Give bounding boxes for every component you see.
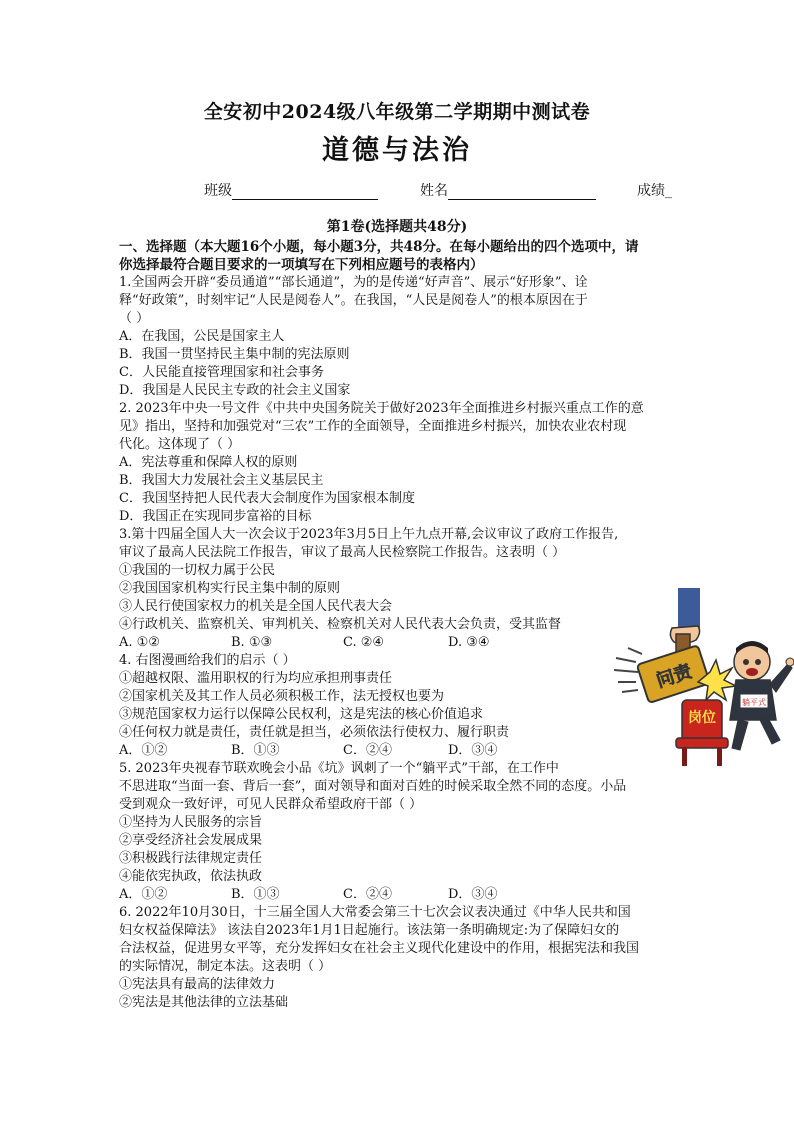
subject-title: 道德与法治 <box>322 135 472 166</box>
q2-option-b[interactable]: B．我国大力发展社会主义基层民主 <box>119 473 324 488</box>
q5-stem: 5. 2023年央视春节联欢晚会小品《坑》讽刺了一个“躺平式”干部，在工作中 <box>119 761 559 776</box>
q3-stem: 审议了最高人民法院工作报告，审议了最高人民检察院工作报告。这表明（ ） <box>119 545 566 560</box>
exam-body <box>119 238 679 1012</box>
score-label: 成绩_ <box>637 183 672 199</box>
q2-stem: 代化。这体现了（ ） <box>119 437 241 452</box>
q6-stem: 的实际情况，制定本法。这表明（ ） <box>119 959 332 974</box>
name-field <box>420 180 596 200</box>
instruction-line: 你选择最符合题目要求的一项填写在下列相应题号的表格内） <box>119 257 484 273</box>
q3-option-c[interactable]: C. ②④ <box>343 635 385 650</box>
class-field <box>204 180 378 200</box>
q5-statement: ②享受经济社会发展成果 <box>119 833 263 848</box>
name-label: 姓名 <box>420 183 448 199</box>
q3-statement: ④行政机关、监察机关、审判机关、检察机关对人民代表大会负责，受其监督 <box>119 617 562 632</box>
q3-statement: ②我国国家机构实行民主集中制的原则 <box>119 581 341 596</box>
q3-option-b[interactable]: B. ①③ <box>231 635 273 650</box>
q1-option-b[interactable]: B．我国一贯坚持民主集中制的宪法原则 <box>119 347 350 362</box>
q4-option-a[interactable]: A．①② <box>119 743 168 758</box>
official-arm <box>770 664 792 692</box>
q6-stem: 妇女权益保障法》 该法自2023年1月1日起施行。该法第一条明确规定:为了保障妇女的 <box>119 923 620 938</box>
q5-option-a[interactable]: A．①② <box>119 887 168 902</box>
instruction-line: 一、选择题（本大题16个小题，每小题3分，共48分。在每小题给出的四个选项中，请 <box>119 239 639 255</box>
q6-statement: ①宪法具有最高的法律效力 <box>119 977 276 992</box>
q2-stem: 见》指出，坚持和加强党对“三农”工作的全面领导，全面推进乡村振兴，加快农业农村现 <box>119 419 627 434</box>
q4-statement: ①超越权限、滥用职权的行为均应承担刑事责任 <box>119 671 393 686</box>
q1-option-d[interactable]: D．我国是人民民主专政的社会主义国家 <box>119 383 351 398</box>
q5-stem: 不思进取“当面一套、背后一套”，面对领导和面对百姓的时候采取全然不同的态度。小品 <box>119 779 627 794</box>
class-blank[interactable] <box>232 185 378 200</box>
q1-option-c[interactable]: C．人民能直接管理国家和社会事务 <box>119 365 324 380</box>
q4-option-d[interactable]: D．③④ <box>448 743 498 758</box>
chair-label: 岗位 <box>688 710 716 726</box>
q6-stem: 合法权益，促进男女平等，充分发挥妇女在社会主义现代化建设中的作用，根据宪法和我国 <box>119 941 640 956</box>
q4-options <box>119 742 679 760</box>
q4-option-c[interactable]: C．②④ <box>343 743 392 758</box>
q3-option-d[interactable]: D. ③④ <box>448 635 490 650</box>
q5-stem: 受到观众一致好评，可见人民群众希望政府干部（ ） <box>119 797 423 812</box>
q3-options <box>119 634 679 652</box>
q5-statement: ③积极践行法律规定责任 <box>119 851 263 866</box>
hammer-icon <box>637 645 710 703</box>
q5-statement: ④能依宪执政，依法执政 <box>119 869 263 884</box>
q3-statement: ③人民行使国家权力的机关是全国人民代表大会 <box>119 599 393 614</box>
q6-statement: ②宪法是其他法律的立法基础 <box>119 995 289 1010</box>
q5-option-d[interactable]: D．③④ <box>448 887 498 902</box>
q1-answer-blank: （ ） <box>119 311 150 326</box>
q4-stem: 4. 右图漫画给我们的启示（ ） <box>119 653 296 668</box>
q3-option-a[interactable]: A. ①② <box>119 635 160 650</box>
chair-icon <box>676 700 728 766</box>
accountability-cartoon <box>612 588 794 768</box>
q1-stem: 释“好政策”，时刻牢记“人民是阅卷人”。在我国，“人民是阅卷人”的根本原因在于 <box>119 293 588 308</box>
q4-option-b[interactable]: B．①③ <box>231 743 280 758</box>
q5-statement: ①坚持为人民服务的宗旨 <box>119 815 263 830</box>
q2-option-c[interactable]: C．我国坚持把人民代表大会制度作为国家根本制度 <box>119 491 415 506</box>
q4-statement: ③规范国家权力运行以保障公民权利，这是宪法的核心价值追求 <box>119 707 484 722</box>
q6-stem: 6. 2022年10月30日，十三届全国人大常委会第三十七次会议表决通过《中华人民共和国 <box>119 905 631 920</box>
school-title: 全安初中2024级八年级第二学期期中测试卷 <box>203 101 591 123</box>
q2-stem: 2. 2023年中央一号文件《中共中央国务院关于做好2023年全面推进乡村振兴重点工作的意 <box>119 401 644 416</box>
q3-stem: 3.第十四届全国人大一次会议于2023年3月5日上午九点开幕,会议审议了政府工作报告, <box>119 527 619 542</box>
official-leg <box>760 718 780 744</box>
class-label: 班级 <box>204 183 232 199</box>
hammer-label: 问责 <box>653 660 695 693</box>
q4-statement: ②国家机关及其工作人员必须积极工作，法无授权也要为 <box>119 689 445 704</box>
score-field <box>637 180 672 200</box>
volume-title: 第1卷(选择题共48分) <box>326 219 468 235</box>
q5-options <box>119 886 679 904</box>
q1-stem: 1.全国两会开辟“委员通道”“部长通道”，为的是传递“好声音”、展示“好形象”、诠 <box>119 275 588 290</box>
name-blank[interactable] <box>448 185 596 200</box>
q2-option-a[interactable]: A．宪法尊重和保障人权的原则 <box>119 455 298 470</box>
q2-option-d[interactable]: D．我国正在实现同步富裕的目标 <box>119 509 312 524</box>
q3-statement: ①我国的一切权力属于公民 <box>119 563 276 578</box>
badge-label: 躺平式 <box>742 698 766 707</box>
q5-option-c[interactable]: C．②④ <box>343 887 392 902</box>
official-leg <box>732 720 748 750</box>
q4-statement: ④任何权力就是责任，责任就是担当，必须依法行使权力、履行职责 <box>119 725 510 740</box>
q5-option-b[interactable]: B．①③ <box>231 887 280 902</box>
q1-option-a[interactable]: A．在我国，公民是国家主人 <box>119 329 285 344</box>
